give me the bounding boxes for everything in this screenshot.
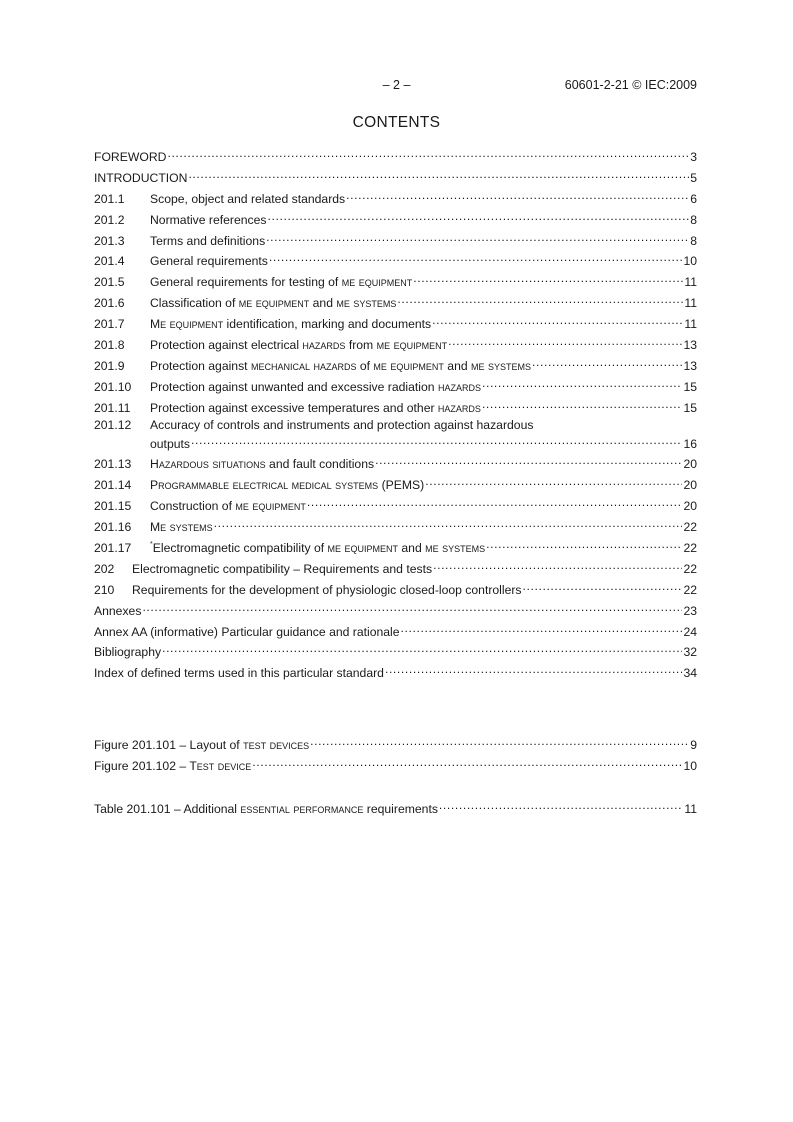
dot-leader xyxy=(307,495,683,510)
toc-entry[interactable] xyxy=(94,418,697,433)
defined-term: rogrammable electrical medical systems xyxy=(158,478,379,493)
defined-term: azardous situations xyxy=(158,457,266,472)
page-number: 11 xyxy=(684,317,697,332)
dot-leader xyxy=(162,641,682,656)
title-text: and xyxy=(398,541,426,556)
section-number: 201.1 xyxy=(94,191,125,206)
toc-entry[interactable] xyxy=(94,271,697,292)
page-number: 20 xyxy=(683,457,697,472)
title-text: Index of defined terms used in this particular standard xyxy=(94,666,384,681)
toc-entry[interactable] xyxy=(94,146,697,167)
page-number: 10 xyxy=(683,254,697,269)
dot-leader xyxy=(532,355,682,370)
entry-title xyxy=(150,234,265,249)
title-text: Electromagnetic compatibility – Requirements and tests xyxy=(132,561,433,576)
entry-title xyxy=(94,645,161,660)
section-number: 201.14 xyxy=(94,478,132,493)
defined-term: me systems xyxy=(425,541,486,556)
defined-term: me systems xyxy=(471,358,532,373)
toc-entry[interactable] xyxy=(94,755,697,776)
section-number: 201.13 xyxy=(94,457,132,472)
dot-leader xyxy=(486,537,682,552)
dot-leader xyxy=(425,474,682,489)
defined-term: e equipment xyxy=(160,317,224,332)
defined-term: e systems xyxy=(160,520,213,535)
toc-entry[interactable] xyxy=(94,355,697,376)
toc-entry[interactable] xyxy=(94,516,697,537)
defined-term: test devices xyxy=(243,738,310,752)
entry-title xyxy=(150,478,424,493)
dot-leader xyxy=(142,600,682,615)
toc-entry-continuation[interactable] xyxy=(94,433,697,454)
toc-entry[interactable] xyxy=(94,376,697,397)
title-text: identification, marking and documents xyxy=(223,317,432,332)
title-text: Requirements for the development of physiologic closed-loop controllers xyxy=(132,582,522,597)
page-number: 5 xyxy=(690,170,697,185)
page-number: 20 xyxy=(683,478,697,493)
title-text: Figure 201.102 – T xyxy=(94,758,197,773)
toc-entry[interactable] xyxy=(94,579,697,600)
section-number: 201.17 xyxy=(94,541,132,556)
section-number: 201.15 xyxy=(94,499,132,514)
title-text: Protection against excessive temperatures and other xyxy=(150,400,438,415)
defined-term: hazards xyxy=(302,338,346,353)
title-text: Scope, object and related standards xyxy=(150,191,346,206)
defined-term: me equipment xyxy=(235,499,306,514)
entry-title xyxy=(150,338,447,353)
toc-entry[interactable] xyxy=(94,397,697,418)
title-text: Protection against unwanted and excessive radiation xyxy=(150,379,438,394)
page-number: 22 xyxy=(683,520,697,535)
entry-title xyxy=(94,802,438,817)
title-text: H xyxy=(150,457,159,472)
dot-leader xyxy=(214,516,683,531)
page-number: 22 xyxy=(683,561,697,576)
entry-title xyxy=(150,380,481,395)
entry-title xyxy=(150,499,306,514)
section-number: 201.3 xyxy=(94,233,125,248)
toc-entry[interactable] xyxy=(94,292,697,313)
section-number: 201.12 xyxy=(94,417,132,432)
toc-main-list xyxy=(94,146,697,683)
toc-entry[interactable] xyxy=(94,209,697,230)
title-text: Normative references xyxy=(150,212,267,227)
page-number: 8 xyxy=(690,233,697,248)
title-text: Figure 201.101 – Layout of xyxy=(94,738,244,752)
title-text: requirements xyxy=(363,802,438,816)
entry-title xyxy=(94,666,384,681)
contents-title: CONTENTS xyxy=(352,114,441,131)
dot-leader xyxy=(346,188,689,203)
section-number: 201.4 xyxy=(94,254,125,269)
dot-leader xyxy=(433,558,682,573)
page-number: 23 xyxy=(683,603,697,618)
page-number: 6 xyxy=(690,191,697,206)
toc-entry[interactable] xyxy=(94,600,697,621)
footnote-marker: * xyxy=(150,541,153,549)
section-number: 201.8 xyxy=(94,338,125,353)
toc-entry[interactable] xyxy=(94,537,697,558)
entry-title xyxy=(150,520,213,535)
title-text: and xyxy=(309,296,337,311)
title-text: Annexes xyxy=(94,603,142,618)
title-text: General requirements xyxy=(150,254,268,269)
dot-leader xyxy=(188,167,689,182)
toc-entry[interactable] xyxy=(94,453,697,474)
entry-title xyxy=(150,213,267,228)
defined-term: me equipment xyxy=(373,358,444,373)
page-number: 22 xyxy=(683,541,697,556)
entry-title xyxy=(150,437,190,452)
dot-leader xyxy=(432,313,683,328)
entry-title xyxy=(150,457,374,472)
section-number: 201.6 xyxy=(94,296,125,311)
toc-entry[interactable] xyxy=(94,641,697,662)
title-text: outputs xyxy=(150,436,190,451)
title-text: and fault conditions xyxy=(265,457,375,472)
defined-term: me equipment xyxy=(327,541,399,556)
entry-title xyxy=(150,359,531,374)
title-text: Protection against xyxy=(150,358,251,373)
dot-leader xyxy=(397,292,683,307)
title-text: Accuracy of controls and instruments and protection against hazardous xyxy=(150,417,534,432)
defined-term: me equipment xyxy=(238,296,310,311)
title-text: Construction of xyxy=(150,499,236,514)
defined-term: hazards xyxy=(437,400,481,415)
title-text: Terms and definitions xyxy=(150,233,266,248)
dot-leader xyxy=(401,621,683,636)
dot-leader xyxy=(252,755,682,770)
defined-term: est device xyxy=(196,758,252,773)
toc-entry[interactable] xyxy=(94,313,697,334)
toc-entry[interactable] xyxy=(94,558,697,579)
toc-entry[interactable] xyxy=(94,230,697,251)
dot-leader xyxy=(482,376,682,391)
defined-term: hazards xyxy=(437,379,481,394)
page-number: 22 xyxy=(683,582,697,597)
entry-title xyxy=(94,738,309,753)
dot-leader xyxy=(269,250,683,265)
toc-entry[interactable] xyxy=(94,250,697,271)
dot-leader xyxy=(266,230,689,245)
page-number: 11 xyxy=(684,802,697,816)
dot-leader xyxy=(310,734,689,749)
entry-title xyxy=(132,562,432,577)
page-number: 15 xyxy=(683,400,697,415)
dot-leader xyxy=(167,146,689,161)
entry-title xyxy=(150,275,412,290)
page-number: 20 xyxy=(683,499,697,514)
entry-title xyxy=(94,625,400,640)
page-number: 11 xyxy=(684,275,697,290)
title-text: (PEMS) xyxy=(378,478,425,493)
dot-leader xyxy=(191,433,682,448)
title-text: M xyxy=(150,520,161,535)
section-number: 201.2 xyxy=(94,212,125,227)
entry-title xyxy=(150,296,396,311)
dot-leader xyxy=(375,453,682,468)
dot-leader xyxy=(268,209,690,224)
toc-entry[interactable] xyxy=(94,334,697,355)
title-text: Table 201.101 – Additional xyxy=(94,802,241,816)
title-text: Bibliography xyxy=(94,645,162,660)
title-text: Electromagnetic compatibility of xyxy=(152,541,328,556)
title-text: Annex AA (informative) Particular guidance and rationale xyxy=(94,624,400,639)
dot-leader xyxy=(448,334,682,349)
section-number: 201.10 xyxy=(94,379,132,394)
page-number: 34 xyxy=(683,666,697,681)
toc-entry[interactable] xyxy=(94,662,697,683)
title-text: General requirements for testing of xyxy=(150,275,342,290)
section-number: 202 xyxy=(94,561,115,576)
dot-leader xyxy=(413,271,683,286)
entry-title xyxy=(94,150,166,165)
toc-entry[interactable] xyxy=(94,474,697,495)
section-number: 201.16 xyxy=(94,520,132,535)
toc-entry[interactable] xyxy=(94,734,697,755)
dot-leader xyxy=(523,579,683,594)
title-text: INTRODUCTION xyxy=(94,170,188,185)
page-number: 11 xyxy=(684,296,697,311)
section-number: 210 xyxy=(94,582,115,597)
entry-title xyxy=(94,171,187,186)
title-text: P xyxy=(150,478,159,493)
toc-entry[interactable] xyxy=(94,188,697,209)
page-number: 32 xyxy=(683,645,697,660)
defined-term: me equipment xyxy=(376,338,448,353)
section-number: 201.11 xyxy=(94,400,131,415)
entry-title xyxy=(132,583,522,598)
title-text: Classification of xyxy=(150,296,239,311)
dot-leader xyxy=(482,397,683,412)
entry-title xyxy=(94,759,251,774)
page-number: 3 xyxy=(690,150,697,164)
toc-entry[interactable] xyxy=(94,798,697,819)
document-id: 60601-2-21 © IEC:2009 xyxy=(564,78,697,92)
toc-entry[interactable] xyxy=(94,167,697,188)
dot-leader xyxy=(439,798,683,813)
toc-figures-list xyxy=(94,734,697,776)
entry-title xyxy=(150,401,481,416)
title-text: Protection against electrical xyxy=(150,338,303,353)
page-number: 15 xyxy=(683,379,697,394)
title-text: from xyxy=(345,338,377,353)
defined-term: essential performance xyxy=(240,802,364,816)
page-number: 10 xyxy=(683,758,697,773)
title-text: and xyxy=(443,358,472,373)
toc-entry[interactable] xyxy=(94,495,697,516)
entry-title xyxy=(150,418,533,433)
entry-title xyxy=(150,537,485,556)
toc-tables-list xyxy=(94,798,697,819)
page-number: 8 xyxy=(690,212,697,227)
page-number: 16 xyxy=(683,436,697,451)
section-number: 201.7 xyxy=(94,317,125,332)
defined-term: me equipment xyxy=(341,275,413,290)
page-number: 13 xyxy=(683,358,697,373)
entry-title xyxy=(150,317,431,332)
title-text: M xyxy=(150,317,161,332)
section-number: 201.9 xyxy=(94,358,125,373)
dot-leader xyxy=(385,662,682,677)
defined-term: mechanical hazards xyxy=(250,358,357,373)
defined-term: me systems xyxy=(336,296,397,311)
page-number: – 2 – xyxy=(382,78,411,92)
section-number: 201.5 xyxy=(94,275,125,290)
title-text: FOREWORD xyxy=(94,150,167,164)
page-number: 24 xyxy=(683,624,697,639)
page-number: 9 xyxy=(690,738,697,752)
entry-title xyxy=(94,604,141,619)
title-text: of xyxy=(356,358,374,373)
toc-entry[interactable] xyxy=(94,621,697,642)
entry-title xyxy=(150,254,268,269)
entry-title xyxy=(150,192,345,207)
page-number: 13 xyxy=(683,338,697,353)
